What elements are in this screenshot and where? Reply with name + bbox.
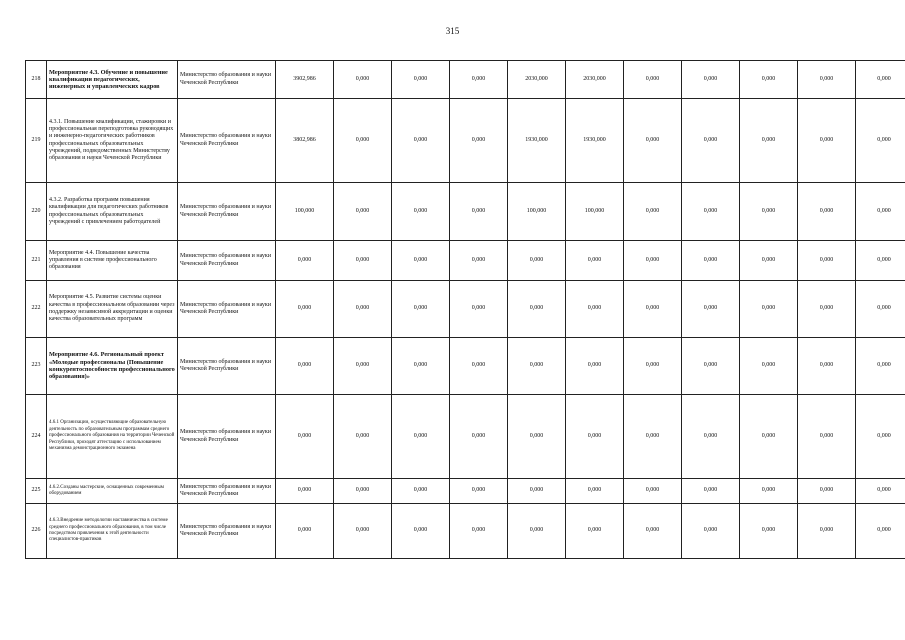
row-number: 223 [26,338,47,395]
value-cell: 0,000 [682,338,740,395]
value-cell: 0,000 [624,183,682,241]
executor: Министерство образования и науки Чеченской Республики [178,61,276,99]
table-row [26,479,905,504]
value-cell: 0,000 [682,241,740,281]
value-cell: 0,000 [450,395,508,479]
executor: Министерство образования и науки Чеченской Республики [178,504,276,559]
row-number: 220 [26,183,47,241]
value-cell: 0,000 [624,338,682,395]
value-cell: 0,000 [334,241,392,281]
value-cell: 0,000 [450,99,508,183]
value-cell: 0,000 [566,479,624,504]
page-number: 315 [445,26,460,36]
value-cell: 0,000 [450,338,508,395]
activity-name: Мероприятие 4.4. Повышение качества управления в системе профессионального образования [47,241,178,281]
value-cell: 0,000 [334,281,392,338]
executor: Министерство образования и науки Чеченской Республики [178,241,276,281]
value-cell: 0,000 [856,61,905,99]
value-cell: 0,000 [740,504,798,559]
value-cell: 0,000 [682,99,740,183]
activity-name: 4.6.2.Созданы мастерские, оснащенных современным оборудованием [47,479,178,504]
value-cell: 0,000 [392,183,450,241]
value-cell: 3902,986 [276,61,334,99]
value-cell: 0,000 [682,395,740,479]
table-row [26,241,905,281]
value-cell: 0,000 [624,281,682,338]
value-cell: 0,000 [392,395,450,479]
value-cell: 0,000 [508,479,566,504]
table-row [26,338,905,395]
value-cell: 0,000 [740,241,798,281]
value-cell: 0,000 [856,504,905,559]
value-cell: 0,000 [624,479,682,504]
value-cell: 0,000 [624,241,682,281]
value-cell: 0,000 [566,504,624,559]
value-cell: 0,000 [334,479,392,504]
value-cell: 0,000 [334,338,392,395]
row-number: 222 [26,281,47,338]
value-cell: 0,000 [508,338,566,395]
value-cell: 0,000 [276,504,334,559]
table-row [26,61,905,99]
value-cell: 0,000 [566,241,624,281]
value-cell: 0,000 [798,281,856,338]
activity-name: Мероприятие 4.5. Развитие системы оценки качества в профессиональном образовании через поддержку независимой аккредитации и оценки качества образовательных программ [47,281,178,338]
activity-name: 4.3.1. Повышение квалификации, стажировки и профессиональная переподготовка руководящих и инженерно-педагогических работников профессиональных образовательных учреждений, подведомственных Министерству образования и науки Чеченской Республики [47,99,178,183]
activity-name: 4.3.2. Разработка программ повышения квалификации для педагогических работников профессиональных образовательных учреждений с привлечением работодателей [47,183,178,241]
value-cell: 0,000 [682,183,740,241]
value-cell: 0,000 [798,61,856,99]
value-cell: 0,000 [566,395,624,479]
row-number: 226 [26,504,47,559]
value-cell: 0,000 [856,99,905,183]
row-number: 219 [26,99,47,183]
value-cell: 0,000 [508,504,566,559]
value-cell: 0,000 [624,61,682,99]
value-cell: 0,000 [624,504,682,559]
value-cell: 0,000 [508,241,566,281]
value-cell: 100,000 [566,183,624,241]
value-cell: 3802,986 [276,99,334,183]
value-cell: 0,000 [856,281,905,338]
activity-name: 4.6.1 Организации, осуществляющие образовательную деятельность по образовательным программам среднего профессионального образования на территории Чеченской Республики, проходят аттестацию с использованием механизма демонстрационного экзамена [47,395,178,479]
value-cell: 0,000 [334,99,392,183]
value-cell: 0,000 [508,281,566,338]
executor: Министерство образования и науки Чеченской Республики [178,183,276,241]
value-cell: 0,000 [450,61,508,99]
value-cell: 2030,000 [508,61,566,99]
row-number: 225 [26,479,47,504]
value-cell: 0,000 [856,395,905,479]
value-cell: 0,000 [624,395,682,479]
row-number: 224 [26,395,47,479]
row-number: 218 [26,61,47,99]
value-cell: 0,000 [450,241,508,281]
value-cell: 1930,000 [566,99,624,183]
value-cell: 0,000 [740,61,798,99]
value-cell: 0,000 [508,395,566,479]
value-cell: 0,000 [450,183,508,241]
value-cell: 0,000 [798,479,856,504]
value-cell: 0,000 [682,281,740,338]
table-row [26,395,905,479]
value-cell: 0,000 [334,504,392,559]
value-cell: 0,000 [740,338,798,395]
value-cell: 0,000 [392,61,450,99]
value-cell: 0,000 [740,281,798,338]
value-cell: 0,000 [856,479,905,504]
value-cell: 0,000 [740,99,798,183]
value-cell: 0,000 [798,241,856,281]
value-cell: 0,000 [276,338,334,395]
value-cell: 0,000 [334,395,392,479]
value-cell: 0,000 [740,183,798,241]
executor: Министерство образования и науки Чеченской Республики [178,281,276,338]
value-cell: 0,000 [334,61,392,99]
value-cell: 0,000 [392,281,450,338]
value-cell: 0,000 [276,395,334,479]
table-body [26,61,905,559]
value-cell: 0,000 [450,281,508,338]
value-cell: 0,000 [276,281,334,338]
value-cell: 0,000 [798,183,856,241]
value-cell: 0,000 [798,395,856,479]
activity-name: 4.6.3.Внедрение методологии наставничества в системе среднего профессионального образования, в том числе посредством привлечения к этой деятельности специалистов-практиков [47,504,178,559]
value-cell: 0,000 [740,395,798,479]
budget-table [25,60,905,559]
value-cell: 0,000 [450,479,508,504]
value-cell: 100,000 [276,183,334,241]
value-cell: 0,000 [392,99,450,183]
value-cell: 0,000 [334,183,392,241]
value-cell: 0,000 [392,338,450,395]
activity-name: Мероприятие 4.6. Региональный проект «Молодые профессионалы (Повышение конкурентоспособности профессионального образования)» [47,338,178,395]
value-cell: 0,000 [856,183,905,241]
table-row [26,99,905,183]
executor: Министерство образования и науки Чеченской Республики [178,479,276,504]
executor: Министерство образования и науки Чеченской Республики [178,395,276,479]
value-cell: 0,000 [798,504,856,559]
value-cell: 100,000 [508,183,566,241]
value-cell: 0,000 [392,479,450,504]
executor: Министерство образования и науки Чеченской Республики [178,338,276,395]
value-cell: 0,000 [856,241,905,281]
table-row [26,183,905,241]
executor: Министерство образования и науки Чеченской Республики [178,99,276,183]
value-cell: 0,000 [798,99,856,183]
table-row [26,281,905,338]
value-cell: 0,000 [624,99,682,183]
value-cell: 0,000 [450,504,508,559]
value-cell: 2030,000 [566,61,624,99]
value-cell: 0,000 [566,281,624,338]
value-cell: 0,000 [682,479,740,504]
value-cell: 0,000 [566,338,624,395]
value-cell: 0,000 [276,479,334,504]
row-number: 221 [26,241,47,281]
value-cell: 0,000 [682,504,740,559]
value-cell: 0,000 [856,338,905,395]
value-cell: 0,000 [392,504,450,559]
activity-name: Мероприятие 4.3. Обучение и повышение квалификации педагогических, инженерных и управленческих кадров [47,61,178,99]
value-cell: 0,000 [798,338,856,395]
value-cell: 0,000 [682,61,740,99]
value-cell: 0,000 [276,241,334,281]
value-cell: 1930,000 [508,99,566,183]
value-cell: 0,000 [740,479,798,504]
table-row [26,504,905,559]
value-cell: 0,000 [392,241,450,281]
